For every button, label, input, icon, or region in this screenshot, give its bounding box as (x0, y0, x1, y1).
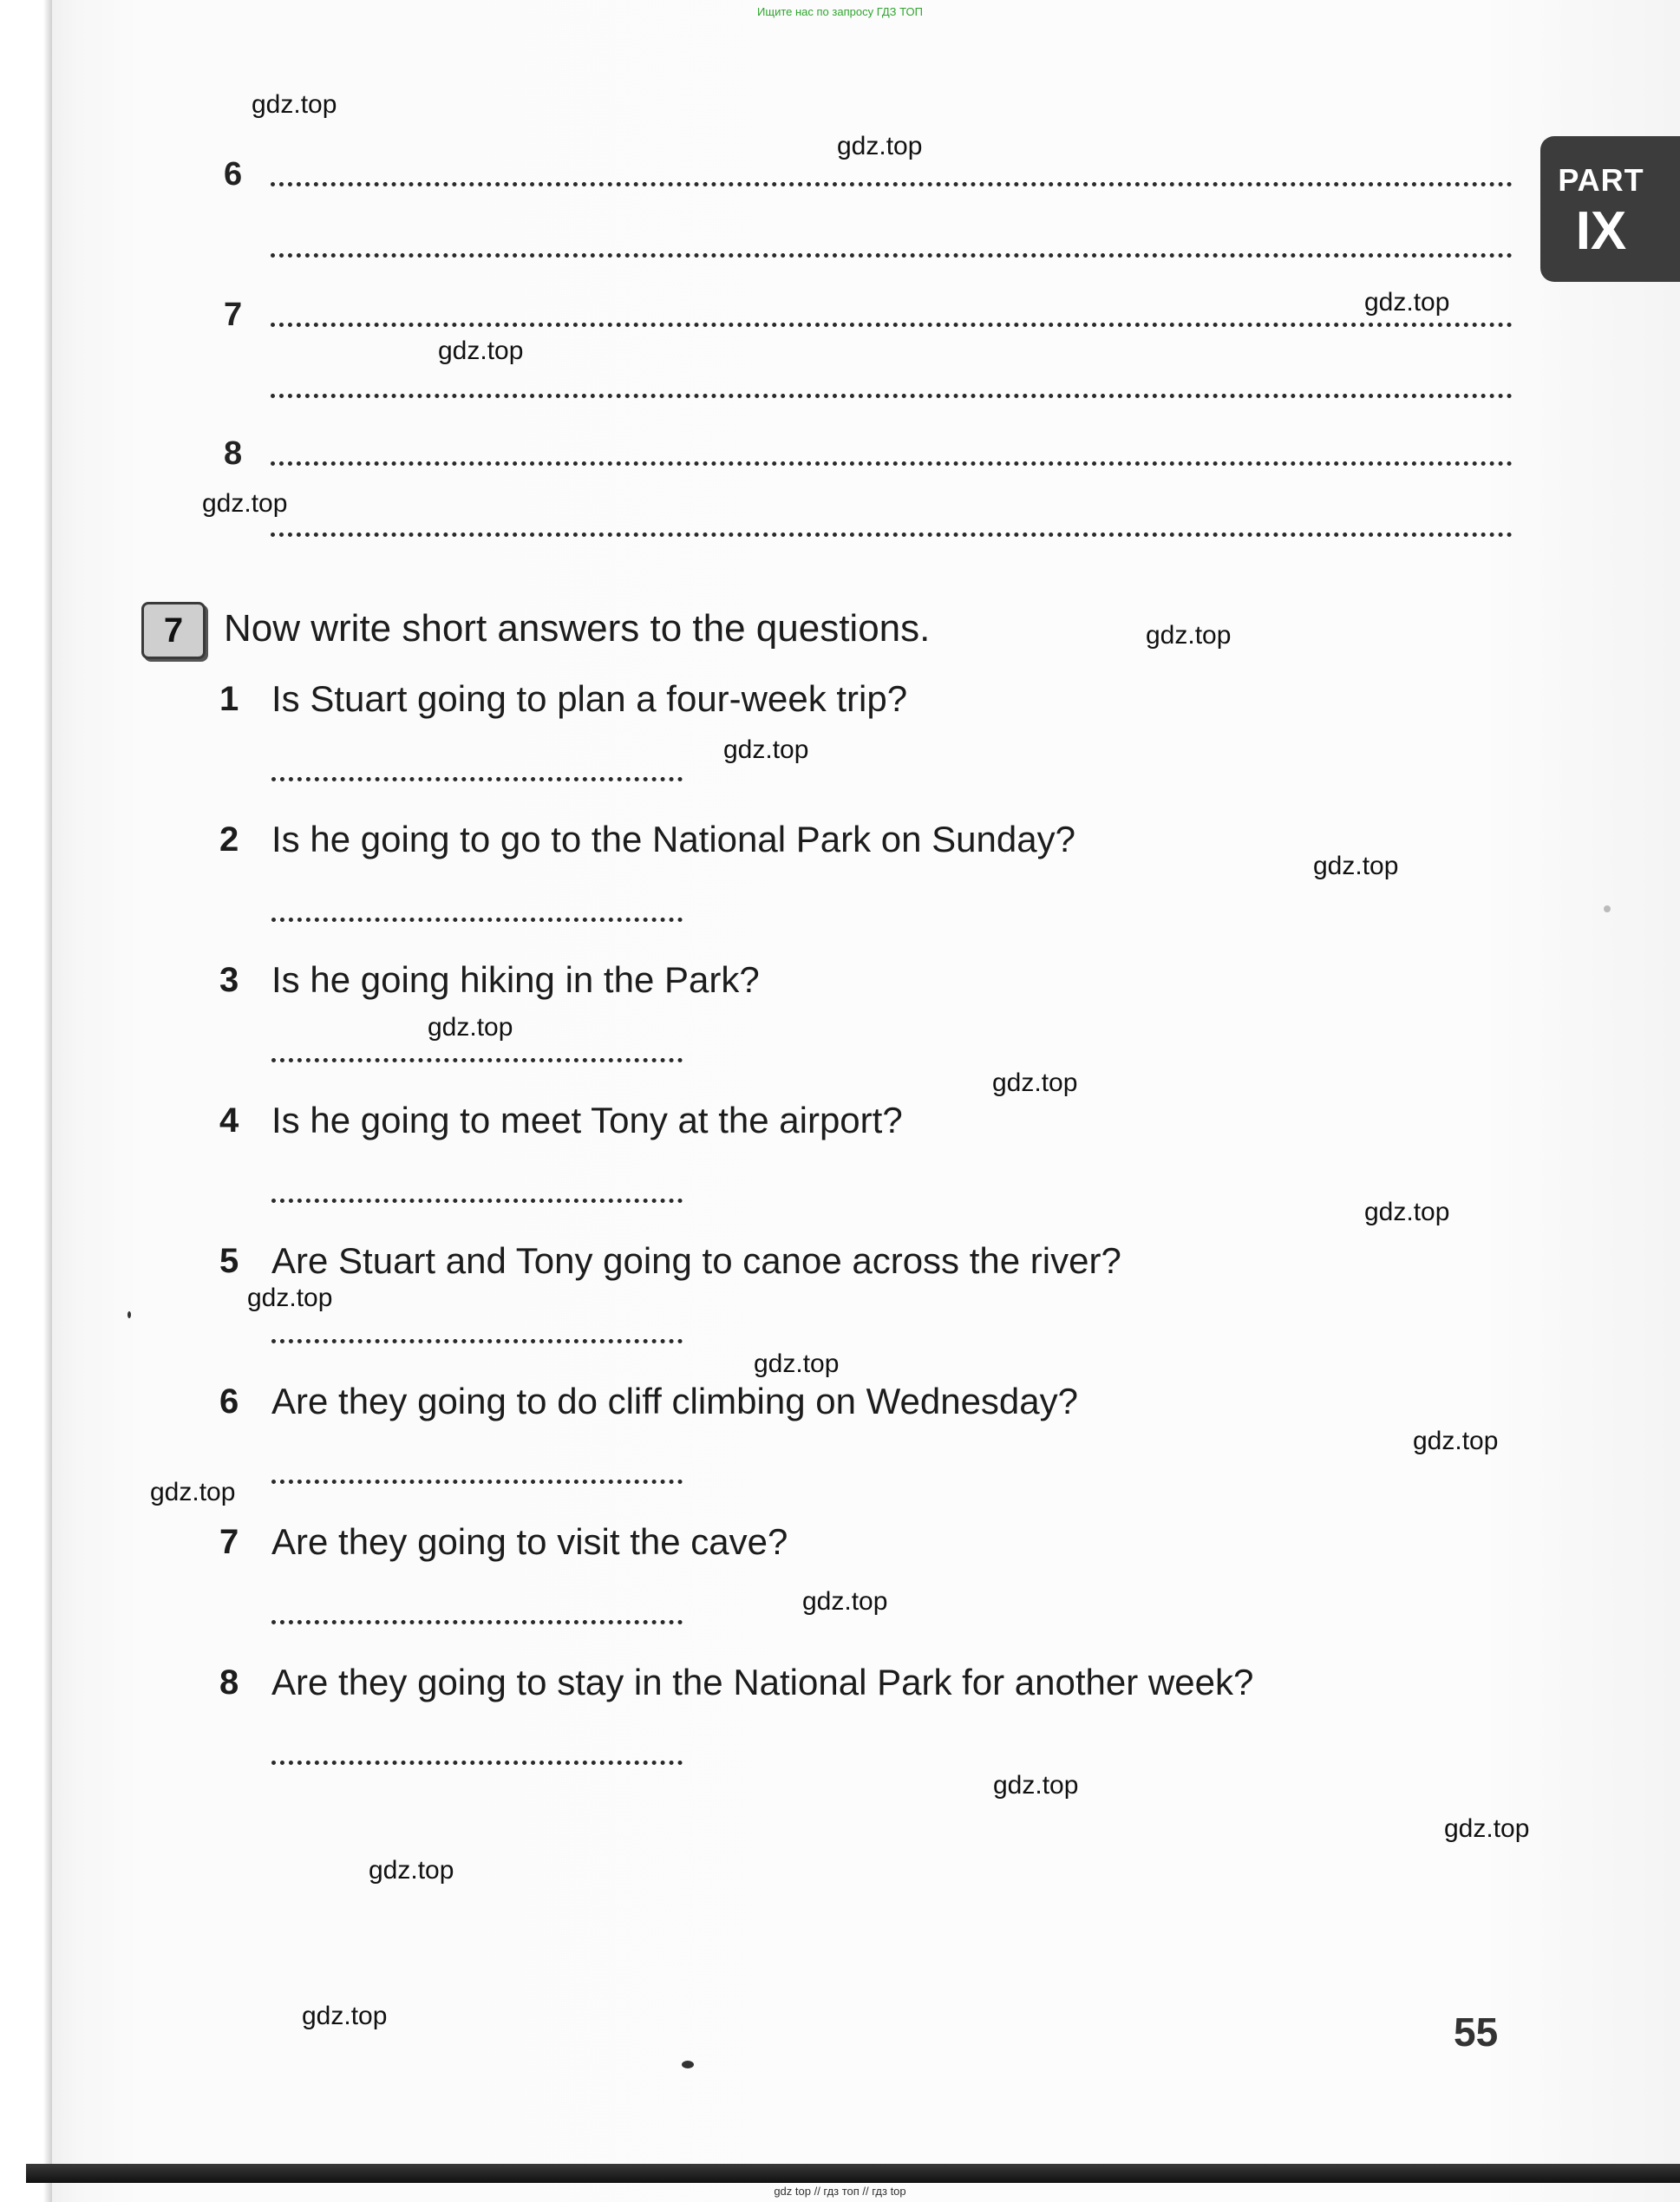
watermark: gdz.top (992, 1068, 1078, 1097)
question-text: Is he going to meet Tony at the airport? (271, 1100, 903, 1140)
short-answer-line[interactable] (271, 918, 683, 922)
page-left-edge (0, 0, 52, 2202)
question-text: Are they going to stay in the National Park for another week? (271, 1662, 1254, 1702)
question-text: Is Stuart going to plan a four-week trip? (271, 678, 908, 719)
watermark: gdz.top (438, 337, 524, 365)
ink-speck (1604, 905, 1611, 912)
short-answer-line[interactable] (271, 1199, 683, 1203)
answer-line-number: 8 (224, 435, 243, 472)
ink-speck (682, 2061, 694, 2068)
watermark: gdz.top (1364, 288, 1450, 317)
ink-speck (127, 1311, 131, 1318)
watermark: gdz.top (202, 489, 288, 518)
watermark: gdz.top (1146, 621, 1232, 650)
short-answer-line[interactable] (271, 1339, 683, 1343)
question-text: Is he going to go to the National Park on Sunday? (271, 819, 1075, 859)
answer-dotted-line[interactable] (271, 323, 1513, 327)
question-text: Is he going hiking in the Park? (271, 959, 760, 1000)
short-answer-line[interactable] (271, 1761, 683, 1765)
question-number: 5 (219, 1242, 239, 1280)
watermark: gdz.top (802, 1587, 888, 1616)
question-text: Are Stuart and Tony going to canoe across the river? (271, 1240, 1121, 1281)
answer-dotted-line[interactable] (271, 253, 1513, 258)
exercise-number-badge: 7 (141, 602, 206, 659)
watermark: gdz.top (369, 1856, 454, 1885)
answer-dotted-line[interactable] (271, 394, 1513, 398)
short-answer-line[interactable] (271, 1058, 683, 1062)
watermark: gdz.top (252, 90, 337, 119)
page-bottom-shadow (26, 2164, 1680, 2183)
answer-dotted-line[interactable] (271, 182, 1513, 186)
part-label: PART (1558, 162, 1644, 198)
watermark: gdz.top (993, 1771, 1079, 1800)
header-search-hint[interactable]: Ищите нас по запросу ГДЗ ТОП (757, 5, 923, 18)
watermark: gdz.top (1444, 1814, 1530, 1843)
question-number: 3 (219, 961, 239, 999)
page-number: 55 (1454, 2009, 1499, 2055)
question-text: Are they going to visit the cave? (271, 1521, 788, 1562)
answer-line-number: 6 (224, 156, 243, 193)
question-number: 4 (219, 1101, 239, 1140)
question-number: 2 (219, 820, 239, 859)
question-number: 8 (219, 1663, 239, 1702)
footer-links[interactable]: gdz top // гдз топ // гдз top (774, 2185, 906, 2198)
watermark: gdz.top (1413, 1427, 1499, 1455)
watermark: gdz.top (150, 1478, 236, 1506)
watermark: gdz.top (247, 1284, 333, 1312)
watermark: gdz.top (1313, 852, 1399, 880)
question-number: 7 (219, 1523, 239, 1561)
exercise-instruction: Now write short answers to the questions. (224, 607, 931, 650)
part-number: IX (1575, 201, 1627, 261)
watermark: gdz.top (302, 2002, 388, 2030)
part-tab (1540, 136, 1680, 282)
watermark: gdz.top (1364, 1198, 1450, 1226)
answer-line-number: 7 (224, 297, 243, 333)
watermark: gdz.top (754, 1349, 840, 1378)
watermark: gdz.top (723, 735, 809, 764)
short-answer-line[interactable] (271, 1620, 683, 1624)
answer-dotted-line[interactable] (271, 533, 1513, 537)
short-answer-line[interactable] (271, 1480, 683, 1484)
question-text: Are they going to do cliff climbing on Wednesday? (271, 1381, 1079, 1421)
answer-dotted-line[interactable] (271, 461, 1513, 466)
short-answer-line[interactable] (271, 777, 683, 781)
question-number: 1 (219, 680, 239, 718)
question-number: 6 (219, 1382, 239, 1421)
watermark: gdz.top (837, 132, 923, 160)
watermark: gdz.top (428, 1013, 513, 1042)
